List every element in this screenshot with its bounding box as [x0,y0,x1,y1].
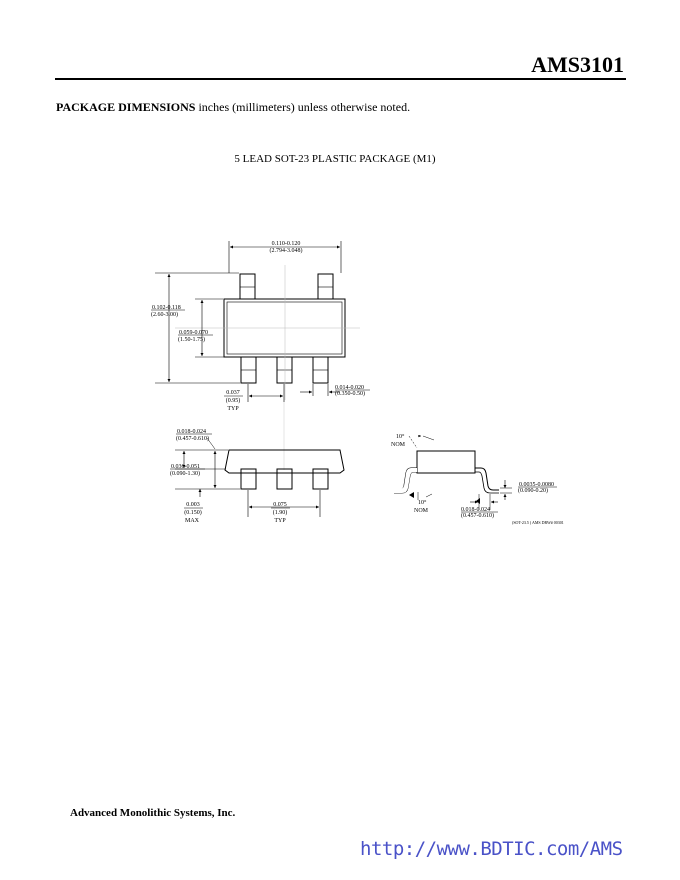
end-lead-right [475,468,499,490]
top-lead-right [318,274,333,299]
drawing-reference: (SOT-23.5 ) AMS DRW# 00301 [512,520,564,525]
dim-standoff: 0.003 [186,502,200,508]
dim-lead-span: 0.075 [273,502,287,508]
dim-standoff-note: MAX [184,518,200,524]
side-lead-3 [313,469,328,489]
dim-foot: 0.018-0.024 [461,507,490,513]
dim-thickness: 0.036-0.051 [171,464,200,470]
top-lead-left [240,274,255,299]
end-view-labels [391,433,564,525]
end-body [417,451,475,473]
dim-pitch-mm: (0.95) [225,398,241,404]
dim-pitch: 0.037 [226,390,240,396]
dim-lead-span-mm: (1.90) [272,510,288,516]
side-body [225,450,344,473]
end-view [394,436,512,510]
dim-thickness-mm: (0.090-1.30) [170,471,200,477]
dim-body-height: 0.059-0.070 [179,330,208,336]
dim-body-height-mm: (1.50-1.75) [178,337,205,343]
side-lead-1 [241,469,256,489]
dim-standoff-mm: (0.150) [184,510,202,516]
footer-company: Advanced Monolithic Systems, Inc. [70,807,236,819]
dim-top-lead: 0.018-0.024 [177,429,206,435]
dim-overall-width: 0.110-0.120 [271,241,301,247]
dim-overall-width-mm: (2.794-3.048) [269,248,303,254]
dim-foot-mm: (0.457-0.610) [461,513,494,519]
section-heading-text: inches (millimeters) unless otherwise noted. [195,100,411,114]
dim-overall-height-mm: (2.60-3.00) [151,312,178,318]
document-title: AMS3101 [531,52,624,77]
dim-pitch-note: TYP [227,406,239,412]
section-heading-bold: PACKAGE DIMENSIONS [56,100,196,114]
dim-angle-bottom: 10° [418,500,427,506]
dim-top-lead-mm: (0.457-0.610) [176,436,209,442]
dim-angle-bottom-note: NOM [414,508,429,514]
dim-angle-top-note: NOM [391,442,406,448]
dim-lead-span-note: TYP [274,518,286,524]
side-view-labels [170,429,290,524]
dim-lead-width-mm: (0.350-0.50) [335,391,365,397]
side-view [175,438,344,517]
side-lead-2 [277,469,292,489]
footer-url[interactable]: http://www.BDTIC.com/AMS [360,838,623,860]
dim-lead-width: 0.014-0.020 [335,385,364,391]
dim-lead-thk: 0.0035-0.0080 [519,482,554,488]
dim-angle-top: 10° [396,434,405,440]
top-view-labels [151,241,370,412]
dim-overall-height: 0.102-0.118 [152,305,181,311]
dim-lead-thk-mm: (0.090-0.20) [518,488,548,494]
package-title: 5 LEAD SOT-23 PLASTIC PACKAGE (M1) [234,153,436,165]
